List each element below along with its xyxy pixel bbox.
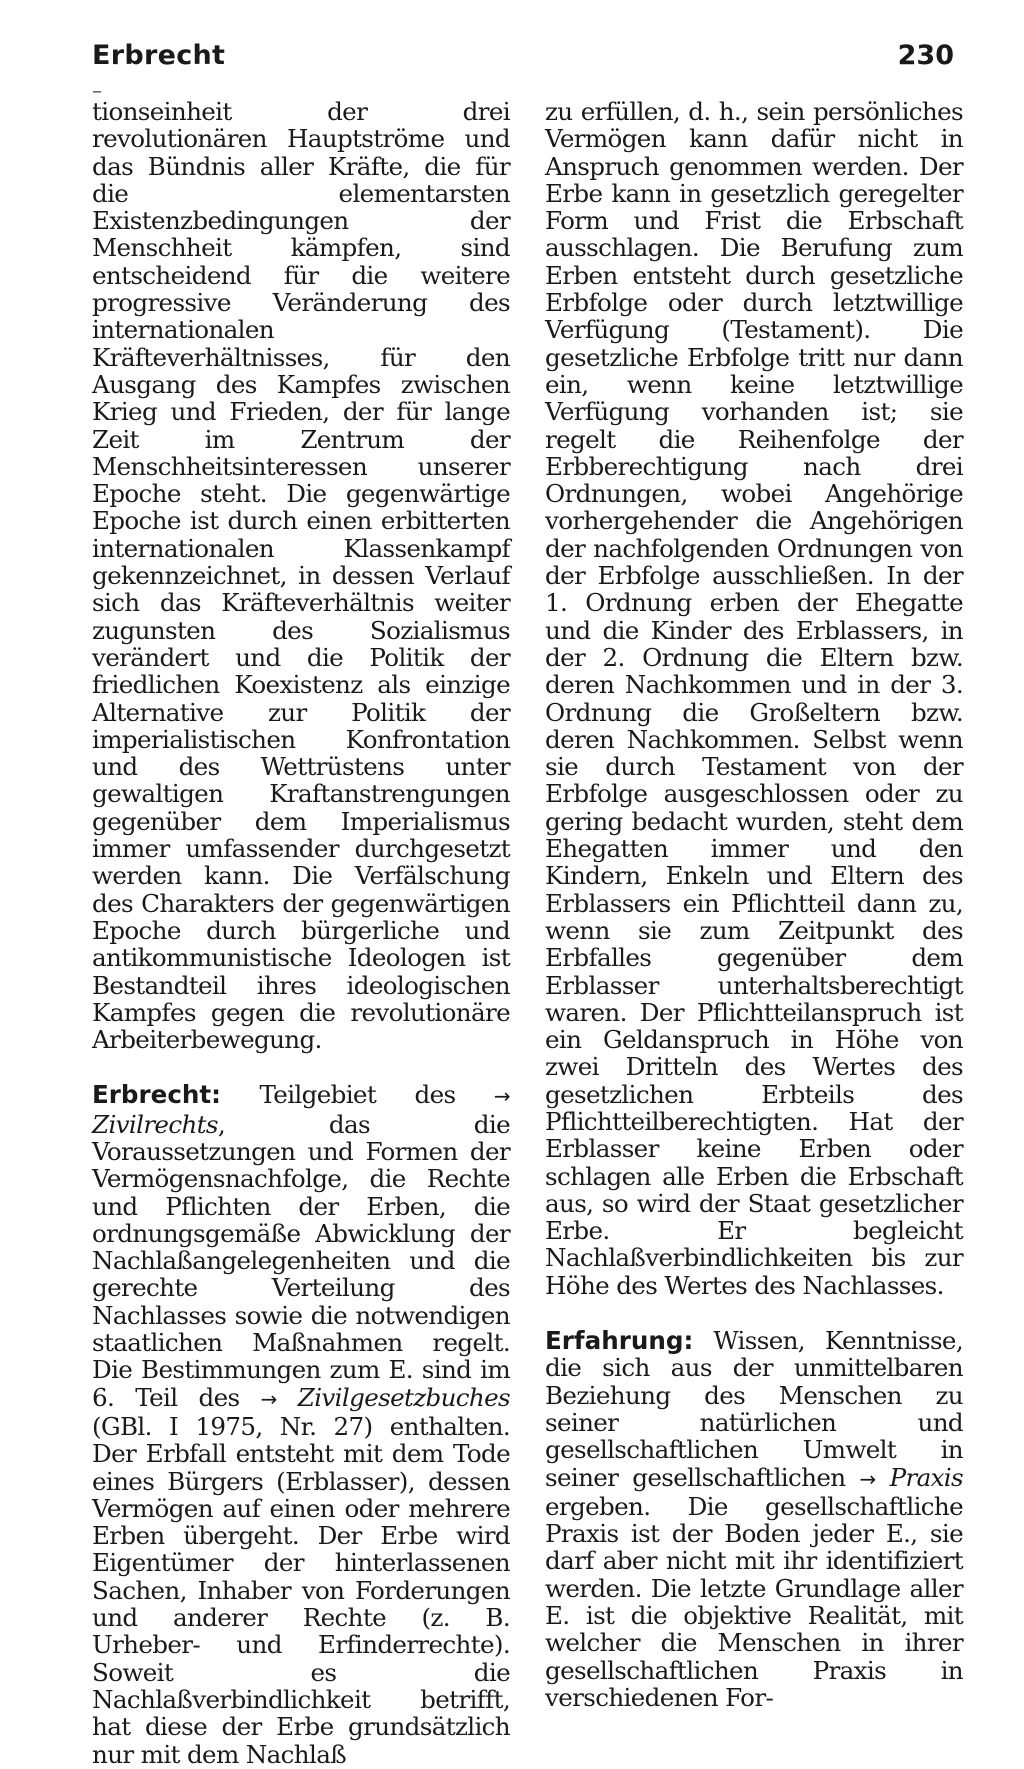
right-continuation-paragraph: zu erfüllen, d. h., sein persönliches Vermögen kann dafür nicht in Anspruch genommen werden. Der Erbe kann in gesetzlich geregelter Form und Frist die Erbschaft ausschlagen. Die Berufung zum Erben entsteht durch gesetzliche Erbfolge oder durch letztwillige Verfügung (Testament). Die gesetzliche Erbfolge tritt nur dann ein, wenn keine letztwillige Verfügung vorhanden ist; sie regelt die Reihenfolge der Erbberechtigung nach drei Ordnungen, wobei Angehörige vorhergehender die Angehörigen der nachfolgenden Ordnungen von der Erbfolge ausschließen. In der 1. Ordnung erben der Ehegatte und die Kinder des Erblassers, in der 2. Ordnung die Eltern bzw. deren Nachkommen und in der 3. Ordnung die Großeltern bzw. deren Nachkommen. Selbst wenn sie durch Testament von der Erbfolge ausgeschlossen oder zu gering bedacht wurden, steht dem Ehegatten immer und den Kindern, Enkeln und Eltern des Erblassers ein Pflichtteil dann zu, wenn sie zum Zeitpunkt des Erbfalles gegenüber dem Erblasser unterhaltsberechtigt waren. Der Pflichtteilanspruch ist ein Geldanspruch in Höhe von zwei Dritteln des Wertes des gesetzlichen Erbteils des Pflichtteilberechtigten. Hat der Erblasser keine Erben oder schlagen alle Erben die Erbschaft aus, so wird der Staat gesetzlicher Erbe. Er begleicht Nachlaßverbindlichkeiten bis zur Höhe des Wertes des Nachlasses. bbox=[545, 97, 963, 1300]
cross-reference[interactable]: Zivilrechts bbox=[92, 1109, 218, 1139]
cross-reference[interactable]: Praxis bbox=[889, 1462, 963, 1492]
continuation-dash: – bbox=[92, 78, 102, 102]
entry-erfahrung bbox=[545, 1327, 963, 1711]
entry-text: (GBl. I 1975, Nr. 27) enthalten. Der Erbfall entsteht mit dem Tode eines Bürgers (Erblasser), dessen Vermögen auf einen oder mehrere Erben übergeht. Der Erbe wird Eigentümer der hinterlassenen Sachen, Inhaber von Forderungen und anderer Rechte (z. B. Urheber- und Erfinderrechte). Soweit es die Nachlaßverbindlichkeit betrifft, hat diese der Erbe grundsätzlich nur mit dem Nachlaß bbox=[92, 1411, 510, 1769]
cross-reference[interactable]: Zivilgesetzbuches bbox=[297, 1382, 510, 1412]
headword-erbrecht: Erbrecht: bbox=[92, 1080, 222, 1110]
entry-text: Wissen, Kenntnisse, die sich aus der unmittelbaren Beziehung des Menschen zu seiner natürlichen und gesellschaftlichen Umwelt in seiner gesellschaftlichen bbox=[545, 1326, 963, 1492]
headword-erfahrung: Erfahrung: bbox=[545, 1326, 694, 1356]
entry-text: ergeben. Die gesellschaftliche Praxis ist der Boden jeder E., sie darf aber nicht mit ihr identifiziert werden. Die letzte Grundlage aller E. ist die objektive Realität, mit welcher die Menschen in ihrer gesellschaftlichen Praxis in verschiedenen For- bbox=[545, 1491, 963, 1712]
entry-text: , das die Voraussetzungen und Formen der Vermögensnachfolge, die Rechte und Pflichten der Erben, die ordnungsgemäße Abwicklung der Nachlaßangelegenheiten und die gerechte Verteilung des Nachlasses sowie die notwendigen staatlichen Maßnahmen regelt. Die Bestimmungen zum E. sind im 6. Teil des bbox=[92, 1109, 510, 1412]
running-head: Erbrecht bbox=[92, 40, 226, 71]
page-number: 230 bbox=[897, 40, 954, 71]
entry-erbrecht bbox=[92, 1081, 510, 1767]
arrow-icon: → bbox=[859, 1466, 876, 1491]
arrow-icon: → bbox=[493, 1084, 510, 1109]
arrow-icon: → bbox=[260, 1386, 277, 1411]
right-column bbox=[545, 98, 963, 1711]
left-continuation-paragraph: tionseinheit der drei revolutionären Hauptströme und das Bündnis aller Kräfte, die für die elementarsten Existenzbedingungen der Menschheit kämpfen, sind entscheidend für die weitere progressive Veränderung des internationalen Kräfteverhältnisses, für den Ausgang des Kampfes zwischen Krieg und Frieden, der für lange Zeit im Zentrum der Menschheitsinteressen unserer Epoche steht. Die gegenwärtige Epoche ist durch einen erbitterten internationalen Klassenkampf gekennzeichnet, in dessen Verlauf sich das Kräfteverhältnis weiter zugunsten des Sozialismus verändert und die Politik der friedlichen Koexistenz als einzige Alternative zur Politik der imperialistischen Konfrontation und des Wettrüstens unter gewaltigen Kraftanstrengungen gegenüber dem Imperialismus immer umfassender durchgesetzt werden kann. Die Verfälschung des Charakters der gegenwärtigen Epoche durch bürgerliche und antikommunistische Ideologen ist Bestandteil ihres ideologischen Kampfes gegen die revolutionäre Arbeiterbewegung. bbox=[92, 97, 510, 1055]
entry-text: Teilgebiet des bbox=[221, 1080, 494, 1110]
left-column bbox=[92, 98, 510, 1768]
